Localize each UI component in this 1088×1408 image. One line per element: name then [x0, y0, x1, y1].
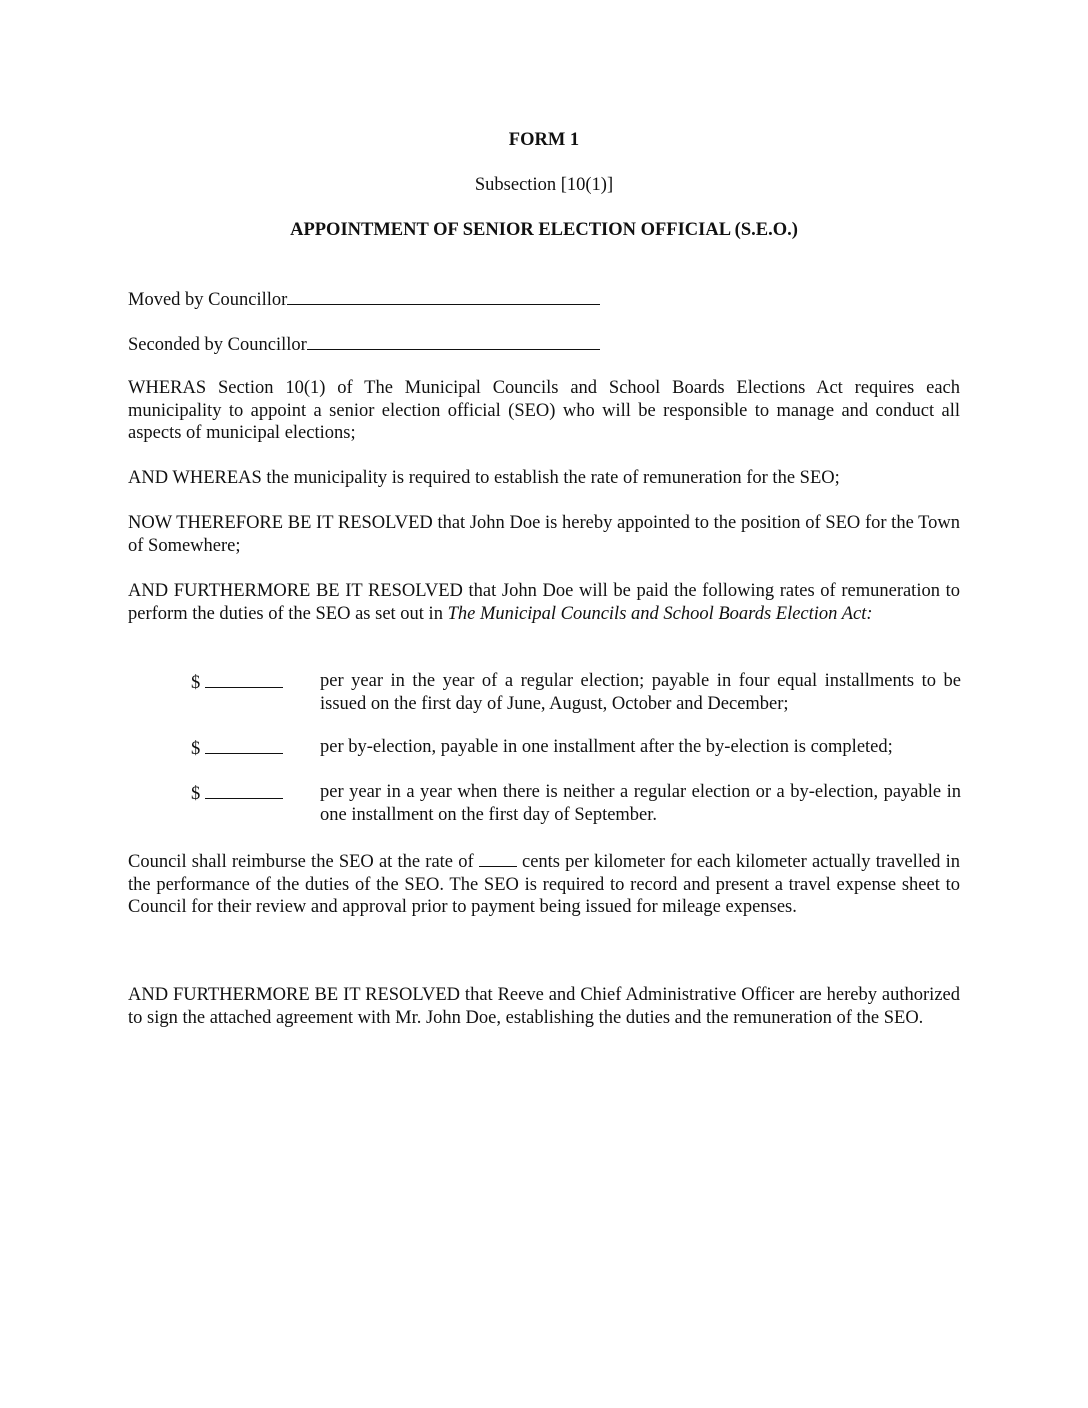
rate-amount-field[interactable]	[205, 781, 283, 799]
mileage-paragraph	[128, 849, 960, 919]
mileage-text-suffix: cents per kilometer for each kilometer actually travelled in the performance of the duties of the SEO. The SEO is required to record and present a travel expense sheet to Council for their review and approval prior to payment being issued for mileage expenses.	[128, 852, 960, 917]
moved-by-signature-field[interactable]	[287, 287, 600, 305]
resolved-paragraph-1: NOW THEREFORE BE IT RESOLVED that John Doe is hereby appointed to the position of SEO for the Town of Somewhere;	[128, 513, 960, 556]
moved-by-label: Moved by Councillor	[128, 290, 288, 310]
rate-amount-field[interactable]	[205, 670, 283, 688]
rate-description: per by-election, payable in one installment after the by-election is completed;	[320, 737, 893, 757]
rate-currency: $	[191, 784, 201, 804]
moved-by-line	[128, 287, 960, 312]
seconded-by-label: Seconded by Councillor	[128, 335, 307, 355]
whereas-paragraph-2: AND WHEREAS the municipality is required to establish the rate of remuneration for the SEO;	[128, 468, 840, 488]
rate-description: per year in a year when there is neither a regular election or a by-election, payable in one installment on the first day of September.	[320, 782, 961, 825]
whereas-paragraph-1: WHERAS Section 10(1) of The Municipal Councils and School Boards Elections Act requires each municipality to appoint a senior election official (SEO) who will be responsible to manage and conduct all aspects of municipal elections;	[128, 378, 960, 443]
subsection-label: Subsection [10(1)]	[474, 175, 614, 195]
act-title: The Municipal Councils and School Boards Election Act:	[447, 603, 873, 624]
document-heading: APPOINTMENT OF SENIOR ELECTION OFFICIAL (S.E.O.)	[290, 220, 798, 240]
rate-description: per year in the year of a regular election; payable in four equal installments to be issued on the first day of June, August, October and December;	[320, 671, 961, 714]
mileage-rate-field[interactable]	[479, 849, 517, 867]
resolved-2-text: AND FURTHERMORE BE IT RESOLVED that John Doe will be paid the following rates of remuneration to perform the duties of the SEO as set out in	[128, 581, 960, 624]
form-title: FORM 1	[508, 130, 580, 150]
resolved-paragraph-3: AND FURTHERMORE BE IT RESOLVED that Reeve and Chief Administrative Officer are hereby authorized to sign the attached agreement with Mr. John Doe, establishing the duties and the remuneration of the SEO.	[128, 985, 960, 1028]
seconded-by-signature-field[interactable]	[307, 332, 600, 350]
mileage-text-prefix: Council shall reimburse the SEO at the rate of	[128, 852, 479, 872]
rate-currency: $	[191, 673, 201, 693]
rate-amount-field[interactable]	[205, 736, 283, 754]
resolved-paragraph-2	[128, 580, 960, 625]
rate-currency: $	[191, 739, 201, 759]
seconded-by-line	[128, 332, 960, 357]
